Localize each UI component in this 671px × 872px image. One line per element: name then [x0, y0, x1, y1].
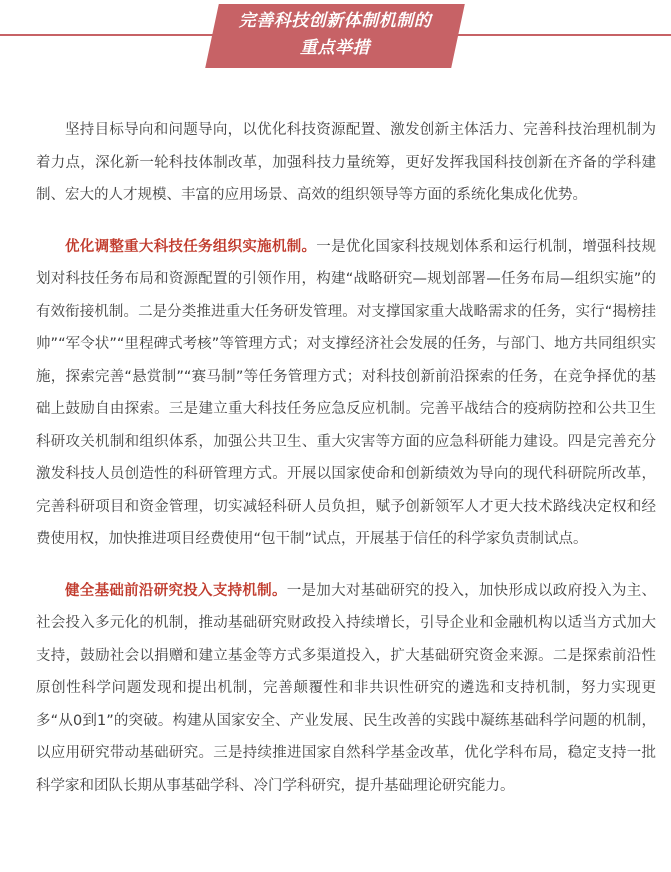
paragraph-text: 坚持目标导向和问题导向，以优化科技资源配置、激发创新主体活力、完善科技治理机制为着力点，深化新一轮科技体制改革，加强科技力量统筹，更好发挥我国科技创新在齐备的学科建制、宏大的人才规模、丰富的应用场景、高效的组织领导等方面的系统化集成化优势。: [36, 122, 656, 203]
paragraph-basic-research: [36, 575, 656, 803]
paragraph-lead: 优化调整重大科技任务组织实施机制。: [65, 238, 317, 255]
paragraph-text: 一是加大对基础研究的投入，加快形成以政府投入为主、社会投入多元化的机制，推动基础研究财政投入持续增长，引导企业和金融机构以适当方式加大支持，鼓励社会以捐赠和建立基金等方式多渠道投入，扩大基础研究资金来源。二是探索前沿性原创性科学问题发现和提出机制，完善颠覆性和非共识性研究的遴选和支持机制，努力实现更多“从0到1”的突破。构建从国家安全、产业发展、民生改善的实践中凝练基础科学问题的机制，以应用研究带动基础研究。三是持续推进国家自然科学基金改革，优化学科布局，稳定支持一批科学家和团队长期从事基础学科、冷门学科研究，提升基础理论研究能力。: [36, 582, 657, 794]
title-banner: [0, 0, 671, 80]
banner-title: [212, 8, 458, 62]
banner-title-line1: 完善科技创新体制机制的: [238, 11, 432, 31]
paragraph-lead: 健全基础前沿研究投入支持机制。: [65, 582, 287, 599]
paragraph-text: 一是优化国家科技规划体系和运行机制，增强科技规划对科技任务布局和资源配置的引领作用，构建“战略研究—规划部署—任务布局—组织实施”的有效衔接机制。二是分类推进重大任务研发管理。对支撑国家重大战略需求的任务，实行“揭榜挂帅”“军令状”“里程碑式考核”等管理方式；对支撑经济社会发展的任务，与部门、地方共同组织实施，探索完善“悬赏制”“赛马制”等任务管理方式；对科技创新前沿探索的任务，在竞争择优的基础上鼓励自由探索。三是建立重大科技任务应急反应机制。完善平战结合的疫病防控和公共卫生科研攻关机制和组织体系，加强公共卫生、重大灾害等方面的应急科研能力建设。四是完善充分激发科技人员创造性的科研管理方式。开展以国家使命和创新绩效为导向的现代科研院所改革，完善科研项目和资金管理，切实减轻科研人员负担，赋予创新领军人才更大技术路线决定权和经费使用权，加快推进项目经费使用“包干制”试点，开展基于信任的科学家负责制试点。: [36, 238, 657, 547]
banner-title-line2: 重点举措: [300, 38, 370, 58]
paragraph-intro: [36, 114, 656, 212]
paragraph-task-mechanism: [36, 231, 656, 556]
article-body: [36, 114, 656, 821]
